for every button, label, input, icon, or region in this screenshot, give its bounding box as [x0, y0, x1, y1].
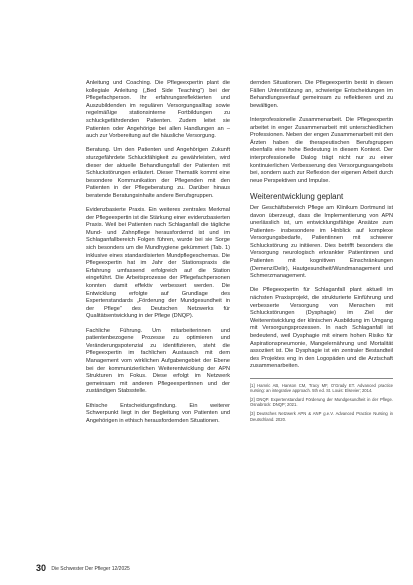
paragraph-interprofessional: Interprofessionelle Zusammenarbeit. Die Pflegeexpertin arbeitet in enger Zusammenarbeit mit unterschiedlichen Professionen. Neben der engen Zusammenarbeit mit den Ärzten haben die therapeutischen Berufsgruppen ebenfalls eine hohe Bedeutung in diesem Kontext. Der interprofessionelle Dialog trägt nicht nur zu einer kontinuierlichen Verbesserung des Versorgungsangebots bei, sondern auch zur Reflexion der eigenen Arbeit durch neue Perspektiven und Impulse.	[250, 116, 393, 184]
page-footer	[36, 563, 130, 573]
footnote-divider	[250, 378, 393, 379]
paragraph-projekt: Die Pflegeexpertin für Schlaganfall plant aktuell im nächsten Praxisprojekt, die strukturierte Einführung und verbesserte Versorgung von Menschen mit Schluckstörungen (Dysphagie) im Ziel der Weiterentwicklung der klinischen Ausbildung im Umgang mit Versorgungsprozessen. In nach Schlaganfall ist bedeutend, weil Dysphagie mit einem hohen Risiko für Aspirationspneumonie, Mangelernährung und Mortalität assoziiert ist. Die Dysphagie ist ein zentraler Bestandteil des Projektes eng in den Logopäden und die Arztschaft zusammenarbeiten.	[250, 287, 393, 370]
footnote-item: [1] Hamric AB, Hanson CM, Tracy MF, O’Grady ET. Advanced practice nursing: an integrative approach. 5th ed. St. Louis: Elsevier; 2014.	[250, 382, 393, 394]
paragraph-coaching: Anleitung und Coaching. Die Pflegeexpertin plant die kollegiale Anleitung („Bed Side Teaching“) bei der Pflegefachperson. Ihr erfahrungsreflektierten und Auszubildenden im regulären Versorgungsalltag sowie regelmäßige stationsinterne Fortbildungen zu schluckgefährdenden Patienten. Zudem leitet sie Patienten oder Angehörige bei allen Handlungen an – auch zur Vorbereitung auf die häusliche Versorgung.	[86, 80, 230, 140]
footnote-item: [2] DNQP. Expertenstandard Förderung der Mundgesundheit in der Pflege. Osnabrück: DNQP; 2021.	[250, 396, 393, 408]
page-number: 30	[36, 563, 47, 573]
paragraph-ethik: Ethische Entscheidungsfindung. Ein weiterer Schwerpunkt liegt in der Begleitung von Patienten und Angehörigen in ethisch herausfordernden Situationen.	[86, 402, 230, 424]
paragraph-beratung: Beratung. Um den Patienten und Angehörigen Zukunft sturzgefährdete Schluckfähigkeit zu gewährleisten, wird dieser der aktuelle Behandlungsfall der Patienten mit Schluckstörungen erläutert. Dieser Thematik kommt eine besondere Kommunikation der Pflegenden mit den Patienten in der Pflegeberatung zu. Darüber hinaus beratende Beratungsinhalte andere Berufsgruppen.	[86, 147, 230, 199]
journal-name: Die Schwester Der Pfleger 12/2025	[51, 566, 130, 572]
paragraph-geschaeftsbereich: Der Geschäftsbereich Pflege am Klinikum Dortmund ist davon überzeugt, dass die Implementierung von APN unerlässlich ist, um entwicklungsfähige Ansätze zum Patienten- insbesondere im Hinblick auf komplexe Versorgungsbedarfe, Patientinnen mit schwerer Schluckstörung zu initiieren. Dies betrifft besonders die Versorgung neurologisch erkrankter Patientinnen und Patienten mit kognitiven Einschränkungen (Demenz/Delir), Hautgesundheit/Wundmanagement und Schmerzmanagement.	[250, 204, 393, 280]
section-heading: Weiterentwicklung geplant	[250, 191, 344, 201]
footnote-item: [3] Deutsches Netzwerk APN & ANP g.e.V. Advanced Practice Nursing in Deutschland. 2020.	[250, 410, 393, 422]
footnotes	[250, 383, 393, 423]
left-text-column	[86, 80, 230, 432]
paragraph-evidenz: Evidenzbasierte Praxis. Ein weiteres zentrales Merkmal der Pflegeexpertin ist die Stärkung einer evidenzbasierten Praxis. Weil bei Patienten nach Schlaganfall die tägliche Mund- und Zahnpflege herausfordernd ist und im Schlaganfallbereich Folgen führen, wurde bei sie Sorge sich besonders um die Mundhygiene gekümmert (Tab. 1) inklusive eines standardisierten Mundpflegeschemas. Die Pflegeexpertin hat im Jahr der Stationspraxis die Erfahrung umfassend erfolgreich auf die Station eingeführt. Die Arbeitsprozesse der Pflegefachpersonen konnten damit effektiv verbessert werden. Die Entwicklung erfolgte auf Grundlage des Expertenstandards „Förderung der Mundgesundheit in der Pflege“ des Deutschen Netzwerks für Qualitätsentwicklung in der Pflege (DNQP).	[86, 207, 230, 320]
paragraph-fuehrung: Fachliche Führung. Um mitarbeiterinnen und patientenbezogene Prozesse zu optimieren und Veränderungspotenzial zu identifizieren, steht die Pflegeexpertin im fachlichen Austausch mit dem Management vom wirklichen Aufgabengebiet der Ebene bei der kommunizierlichen Weiterentwicklung der APN Strukturen im Fokus. Diese erfolgt im Netzwerk gemeinsam mit anderen Pflegeexpertinnen und der zuständigen Stabsstelle.	[86, 327, 230, 395]
paragraph-continued: dernden Situationen. Die Pflegeexpertin berät in diesen Fällen Unterstützung an, schwierige Entscheidungen im Behandlungsverlauf gemeinsam zu reflektieren und zu bewältigen.	[250, 80, 393, 109]
right-text-column	[250, 80, 393, 425]
